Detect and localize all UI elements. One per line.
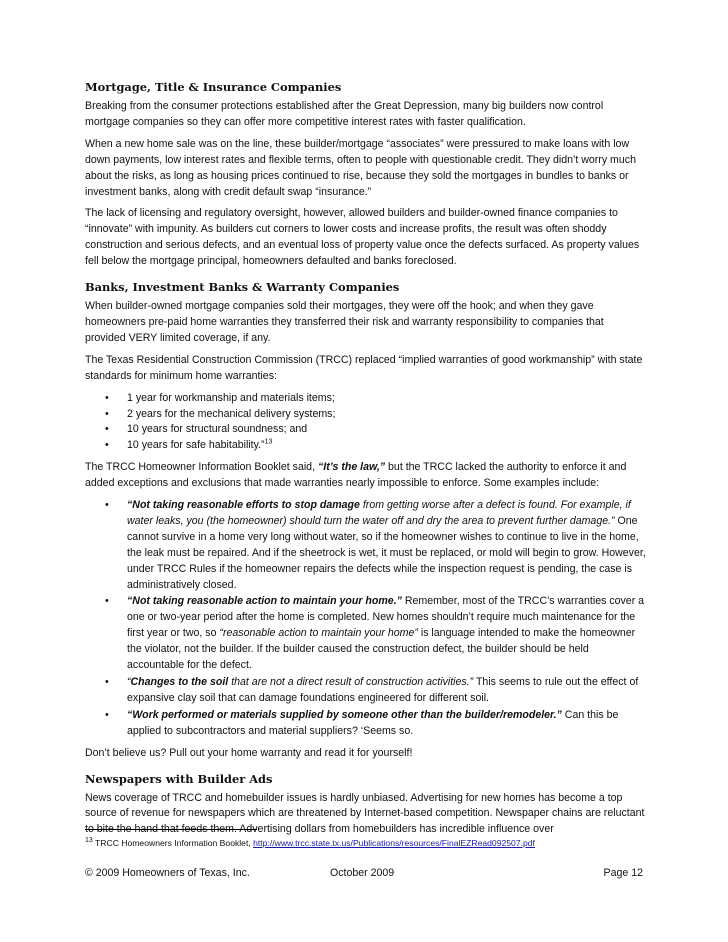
warranty-list <box>85 391 647 455</box>
footer-page-number: Page 12 <box>603 867 643 879</box>
section-heading-mortgage: Mortgage, Title & Insurance Companies <box>85 80 342 94</box>
bullet-icon: • <box>105 439 109 452</box>
footer-copyright: © 2009 Homeowners of Texas, Inc. <box>85 867 250 879</box>
list-item: • “Changes to the soil that are not a direct result of construction activities.” This seems to rule out the effect of expansive clay soil that can damage foundations engineered for different soil. <box>105 676 639 704</box>
paragraph: Breaking from the consumer protections established after the Great Depression, many big builders now control mortgage companies so they can offer more competitive interest rates with faster qualification. <box>85 100 604 128</box>
paragraph: News coverage of TRCC and homebuilder issues is hardly unbiased. Advertising for new homes has become a top source of revenue for newspapers which are threatened by Internet-based competition. Newspaper chains are reluctant to bite the hand that feeds them. Advertising dollars from homebuilders has incredible influence over <box>85 791 645 836</box>
section-heading-banks: Banks, Investment Banks & Warranty Companies <box>85 280 400 295</box>
footnote: $^{13}$ TRCC Homeowners Information Booklet, http://www.trcc.state.tx.us/Publications/resources/FinalEZRead092507.pdf <box>85 837 535 848</box>
paragraph: When builder-owned mortgage companies sold their mortgages, they were off the hook; and when they gave homeowners pre-paid home warranties they transferred their risk and warranty responsibility to companies that provided VERY limited coverage, if any. <box>85 300 604 344</box>
paragraph-trcc: The TRCC Homeowner Information Booklet said, “It’s the law,” but the TRCC lacked the authority to enforce it and added exceptions and exclusions that made warranties nearly impossible to enforce. Some examples include: <box>85 461 627 490</box>
paragraph: The lack of licensing and regulatory oversight, however, allowed builders and builder-owned finance companies to “innovate” with impunity. As builders cut corners to lower costs and increase profits, the result was often shoddy construction and serious defects, and an eventual loss of property value once the defects surfaced. As property values fell below the mortgage principal, homeowners defaulted and banks foreclosed. <box>85 207 640 268</box>
section-heading-newspapers: Newspapers with Builder Ads <box>85 771 273 786</box>
footnote-ref[interactable]: 13 <box>264 438 273 446</box>
list-item: • 10 years for safe habitability.”$^{13}$ <box>85 438 647 454</box>
bullet-icon: • <box>105 708 109 721</box>
bullet-icon: • <box>105 676 109 688</box>
page-body <box>85 80 647 844</box>
bullet-icon: • <box>105 499 109 512</box>
bullet-icon: • <box>105 423 109 436</box>
paragraph-closing: Don’t believe us? Pull out your home warranty and read it for yourself! <box>85 746 413 759</box>
paragraph: When a new home sale was on the line, these builder/mortgage “associates” were pressured to make loans with low down payments, low interest rates and flexible terms, often to people with questionable credit. They didn’t worry much about the risks, as long as housing prices continued to rise, because they sold the mortgages in bundles to banks or investment banks, along with credit default swap “insurance.” <box>85 137 636 198</box>
bullet-icon: • <box>105 407 109 420</box>
footnote-link[interactable]: http://www.trcc.state.tx.us/Publications/resources/FinalEZRead092507.pdf <box>253 838 535 848</box>
list-item: • 1 year for workmanship and materials items; <box>85 391 647 407</box>
footer-date: October 2009 <box>330 867 395 879</box>
list-item: • “Work performed or materials supplied by someone other than the builder/remodeler.” Can this be applied to subcontractors and material suppliers? ‘Seems so. <box>105 708 619 737</box>
bullet-icon: • <box>105 595 109 608</box>
footnote-divider <box>85 829 257 830</box>
list-item: • “Not taking reasonable action to maintain your home.” Remember, most of the TRCC’s warranties cover a one or two-year period after the home is completed. New homes shouldn’t require much maintenance for the first year or two, so “reasonable action to maintain your home” is language intended to make the homeowner the violator, not the builder. If the builder caused the construction defect, the builder should be held accountable for the defect. <box>105 595 645 672</box>
list-item: • “Not taking reasonable efforts to stop damage from getting worse after a defect is found. For example, if water leaks, you (the homeowner) should turn the water off and dry the area to prevent further damage.” One cannot survive in a home very long without water, so if the homeowner wishes to continue to live in the home, the leak must be repaired. And if the sheetrock is wet, it must be replaced, or mold will begin to grow. However, under TRCC Rules if the homeowner repairs the defects while the inspection request is pending, the case is administratively closed. <box>105 499 646 591</box>
list-item: • 10 years for structural soundness; and <box>85 422 647 438</box>
list-item: • 2 years for the mechanical delivery systems; <box>85 407 647 423</box>
bullet-icon: • <box>105 391 109 404</box>
paragraph: The Texas Residential Construction Commission (TRCC) replaced “implied warranties of good workmanship” with state standards for minimum home warranties: <box>85 353 643 382</box>
exclusions-list <box>85 498 647 740</box>
